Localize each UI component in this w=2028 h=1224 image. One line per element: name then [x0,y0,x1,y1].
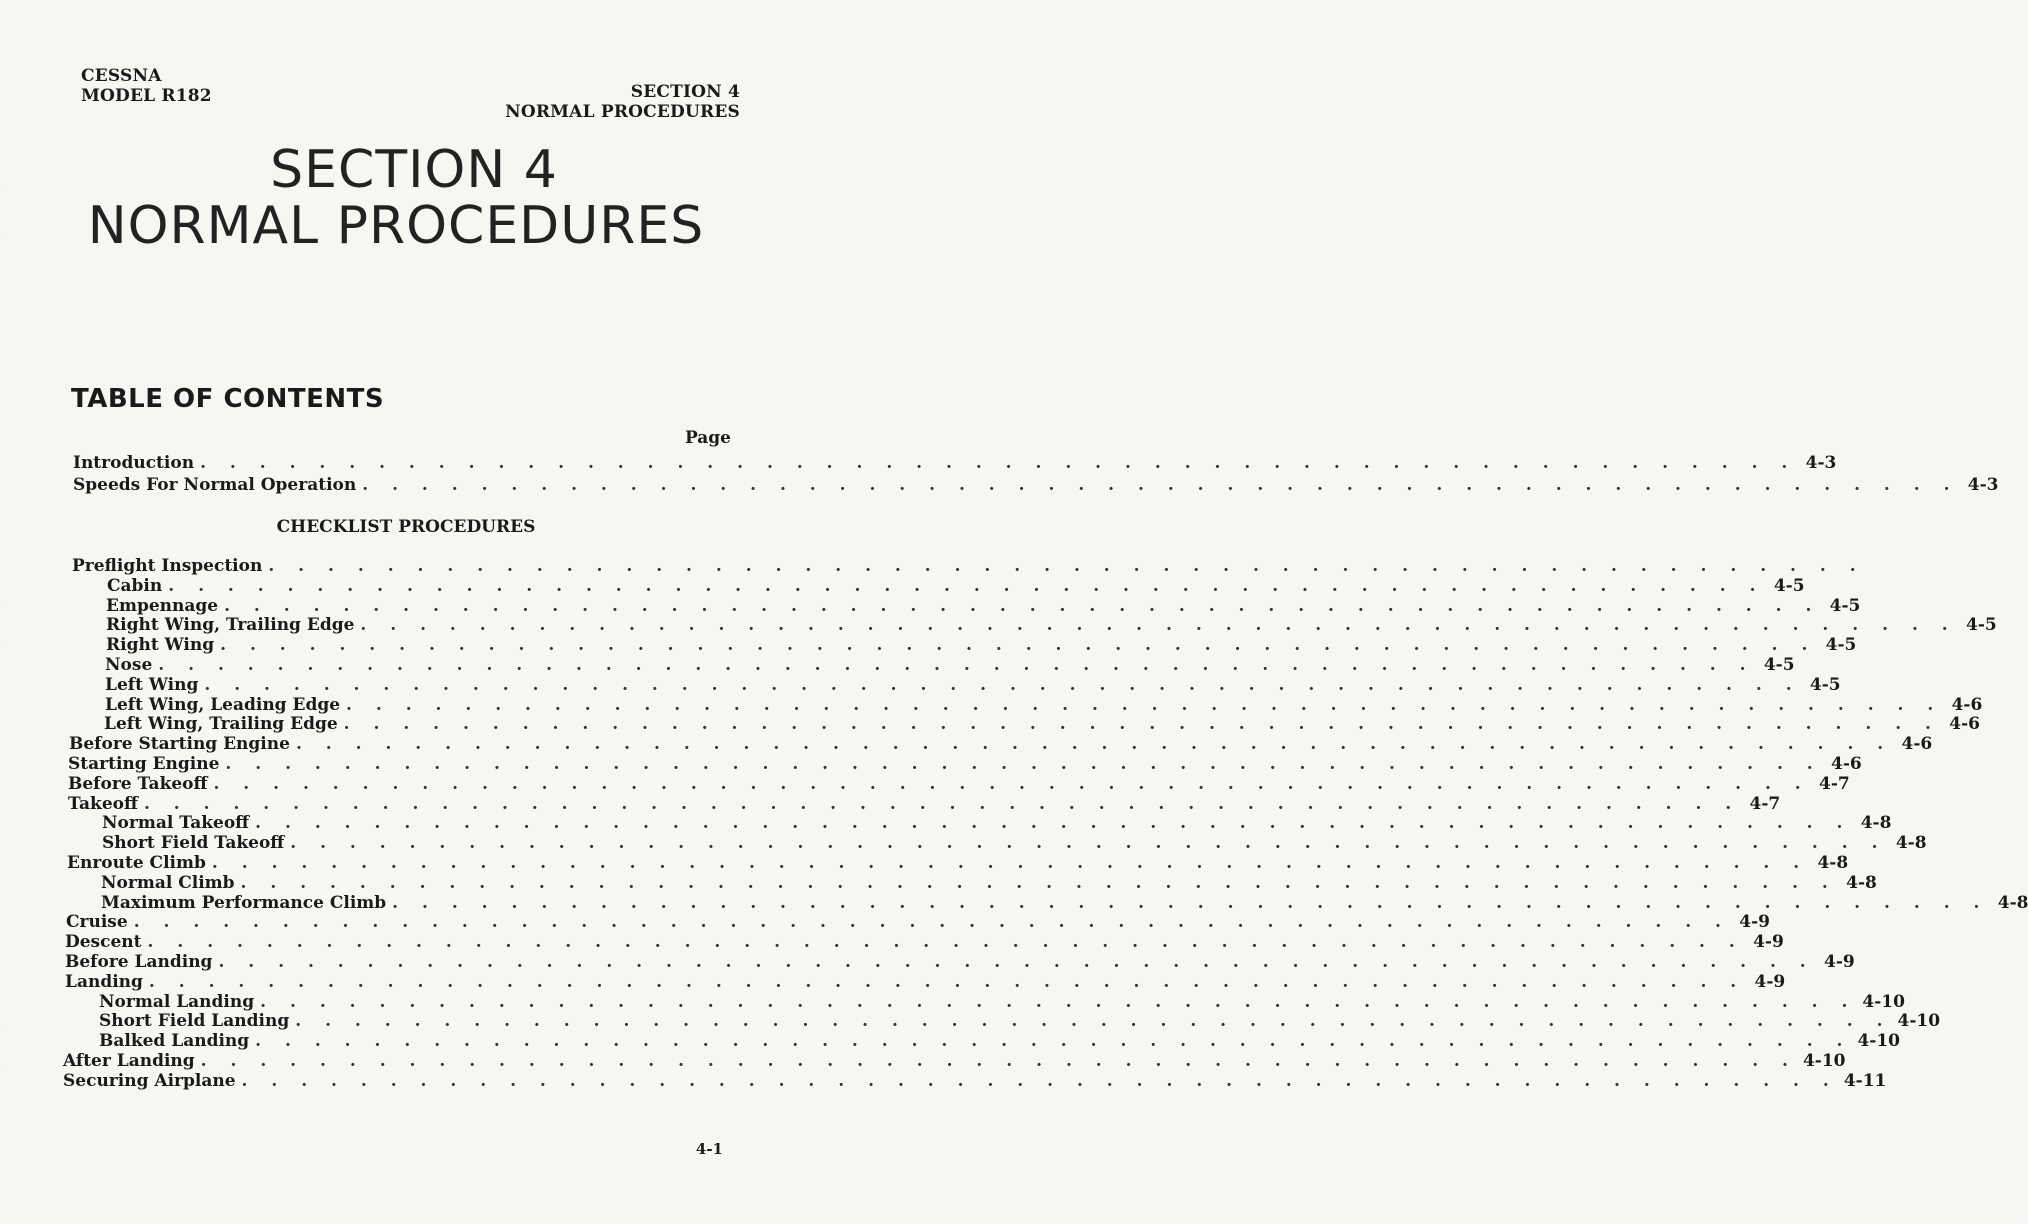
dot-leader: . . . . . . . . . . . . . . . . . . . . . . . . . . . . . . . . . . . . . . . . . . . . . . . . . . . . . . [168,576,1765,596]
toc-entry [105,655,1795,675]
dot-leader: . . . . . . . . . . . . . . . . . . . . . . . . . . . . . . . . . . . . . . . . . . . . . . . . . . . . . . [268,556,1865,576]
toc-entry-page: 4-9 [1753,932,1784,952]
toc-entry-page: 4-8 [1895,833,1927,853]
toc-entry-page: 4-8 [1817,853,1849,873]
toc-entry-page: 4-9 [1739,912,1770,932]
toc-entry-page: 4-10 [1862,992,1905,1012]
toc-entry [63,1071,1887,1091]
dot-leader: . . . . . . . . . . . . . . . . . . . . . . . . . . . . . . . . . . . . . . . . . . . . . . . . . . . . . . [241,1071,1838,1091]
dot-leader: . . . . . . . . . . . . . . . . . . . . . . . . . . . . . . . . . . . . . . . . . . . . . . . . . . . . . . [295,734,1893,754]
dot-leader: . . . . . . . . . . . . . . . . . . . . . . . . . . . . . . . . . . . . . . . . . . . . . . . . . . . . . . [220,635,1817,655]
toc-entry-label: Short Field Takeoff [102,833,285,853]
toc-entry-page: 4-5 [1825,635,1857,655]
toc-entry-label: Nose [105,655,153,675]
toc-entry-label: Enroute Climb [67,853,206,873]
toc-entry [73,453,1837,473]
dot-leader: . . . . . . . . . . . . . . . . . . . . . . . . . . . . . . . . . . . . . . . . . . . . . . . . . . . . . . [204,675,1801,695]
dot-leader: . . . . . . . . . . . . . . . . . . . . . . . . . . . . . . . . . . . . . . . . . . . . . . . . . . . . . . [224,596,1821,616]
toc-entry-label: Maximum Performance Climb [101,893,387,913]
toc-entry [65,932,1784,952]
dot-leader: . . . . . . . . . . . . . . . . . . . . . . . . . . . . . . . . . . . . . . . . . . . . . . . . . . . . . . [295,1011,1892,1031]
dot-leader: . . . . . . . . . . . . . . . . . . . . . . . . . . . . . . . . . . . . . . . . . . . . . . . . . . . . . . [213,774,1810,794]
dot-leader: . . . . . . . . . . . . . . . . . . . . . . . . . . . . . . . . . . . . . . . . . . . . . . . . . . . . . . [147,932,1744,952]
binder-hole-mark [0,600,16,644]
dot-leader: . . . . . . . . . . . . . . . . . . . . . . . . . . . . . . . . . . . . . . . . . . . . . . . . . . . . . . [211,853,1809,873]
dot-leader: . . . . . . . . . . . . . . . . . . . . . . . . . . . . . . . . . . . . . . . . . . . . . . . . . . . . . . [143,794,1741,814]
dot-leader: . . . . . . . . . . . . . . . . . . . . . . . . . . . . . . . . . . . . . . . . . . . . . . . . . . . . . . [133,912,1730,932]
toc-entry [65,972,1786,992]
dot-leader: . . . . . . . . . . . . . . . . . . . . . . . . . . . . . . . . . . . . . . . . . . . . . . . . . . . . . . [200,453,1797,473]
toc-entry-label: Before Starting Engine [69,734,290,754]
toc-entry-label: Securing Airplane [63,1071,236,1091]
dot-leader: . . . . . . . . . . . . . . . . . . . . . . . . . . . . . . . . . . . . . . . . . . . . . . . . . . . . . . [362,475,1959,495]
toc-entry [101,873,1877,893]
toc-entry [65,952,1855,972]
header-section-title: NORMAL PROCEDURES [505,102,740,122]
dot-leader: . . . . . . . . . . . . . . . . . . . . . . . . . . . . . . . . . . . . . . . . . . . . . . . . . . . . . . [158,655,1755,675]
toc-entry-label: Normal Takeoff [102,813,250,833]
toc-entry-label: Takeoff [68,794,138,814]
checklist-heading: CHECKLIST PROCEDURES [276,517,536,537]
header-model: MODEL R182 [81,86,212,106]
page-column-label: Page [684,428,731,448]
toc-entry-page: 4-5 [1829,596,1861,616]
toc-entry [68,794,1781,814]
toc-entry-page: 4-5 [1773,576,1805,596]
toc-entry-page: 4-9 [1754,972,1786,992]
toc-entry [101,893,2028,913]
toc-entry [99,1011,1941,1031]
toc-entry-page: 4-7 [1819,774,1850,794]
dot-leader: . . . . . . . . . . . . . . . . . . . . . . . . . . . . . . . . . . . . . . . . . . . . . . . . . . . . . . [360,615,1957,635]
toc-entry-label: Left Wing [105,675,199,695]
dot-leader: . . . . . . . . . . . . . . . . . . . . . . . . . . . . . . . . . . . . . . . . . . . . . . . . . . . . . . [200,1051,1797,1071]
toc-entry-label: Speeds For Normal Operation [73,475,357,495]
toc-entry-label: Preflight Inspection [72,556,263,576]
dot-leader: . . . . . . . . . . . . . . . . . . . . . . . . . . . . . . . . . . . . . . . . . . . . . . . . . . . . . . [290,833,1887,853]
toc-entry-page: 4-5 [1809,675,1841,695]
dot-leader: . . . . . . . . . . . . . . . . . . . . . . . . . . . . . . . . . . . . . . . . . . . . . . . . . . . . . . [392,893,1989,913]
toc-entry-label: Before Takeoff [68,774,208,794]
dot-leader: . . . . . . . . . . . . . . . . . . . . . . . . . . . . . . . . . . . . . . . . . . . . . . . . . . . . . . [148,972,1746,992]
toc-entry-label: Starting Engine [68,754,220,774]
toc-entry-page: 4-5 [1763,655,1795,675]
toc-entry-label: Introduction [73,453,195,473]
running-header-right [505,82,740,122]
toc-entry-page: 4-6 [1949,714,1980,734]
section-name-title: NORMAL PROCEDURES [87,196,705,256]
dot-leader: . . . . . . . . . . . . . . . . . . . . . . . . . . . . . . . . . . . . . . . . . . . . . . . . . . . . . . [218,952,1815,972]
binder-hole-mark [0,1025,16,1069]
running-header-left [81,66,212,106]
dot-leader: . . . . . . . . . . . . . . . . . . . . . . . . . . . . . . . . . . . . . . . . . . . . . . . . . . . . . . [343,714,1940,734]
toc-entry [106,596,1861,616]
toc-entry-page: 4-10 [1857,1031,1900,1051]
toc-entry [69,734,1933,754]
toc-entry-label: Left Wing, Trailing Edge [104,714,338,734]
section-number-title: SECTION 4 [270,140,558,200]
toc-entry [66,912,1770,932]
toc-entry [105,695,1983,715]
toc-entry [63,1051,1846,1071]
toc-entry [99,1031,1900,1051]
toc-entry-page: 4-8 [1997,893,2028,913]
toc-heading: TABLE OF CONTENTS [71,384,385,414]
toc-entry-page: 4-10 [1802,1051,1846,1071]
toc-entry-label: Before Landing [65,952,213,972]
toc-entry [105,675,1841,695]
toc-entry-label: Short Field Landing [99,1011,290,1031]
dot-leader: . . . . . . . . . . . . . . . . . . . . . . . . . . . . . . . . . . . . . . . . . . . . . . . . . . . . . . [240,873,1837,893]
toc-entry-page: 4-6 [1901,734,1933,754]
toc-entry [68,754,1862,774]
toc-entry [102,813,1892,833]
dot-leader: . . . . . . . . . . . . . . . . . . . . . . . . . . . . . . . . . . . . . . . . . . . . . . . . . . . . . . [255,813,1852,833]
toc-entry-label: Cabin [107,576,163,596]
toc-entry-page: 4-3 [1967,475,1999,495]
toc-entry [67,853,1849,873]
toc-entry [73,475,1999,495]
page-number: 4-1 [695,1140,723,1158]
dot-leader: . . . . . . . . . . . . . . . . . . . . . . . . . . . . . . . . . . . . . . . . . . . . . . . . . . . . . . [260,992,1857,1012]
header-company: CESSNA [81,66,162,86]
toc-entry-page: 4-8 [1846,873,1877,893]
toc-entry [68,774,1850,794]
toc-entry-label: Empennage [106,596,219,616]
toc-entry-label: Descent [65,932,142,952]
toc-entry-page: 4-9 [1824,952,1855,972]
toc-entry-label: Right Wing, Trailing Edge [106,615,355,635]
toc-entry-page: 4-5 [1965,615,1997,635]
toc-entry-label: Normal Landing [99,992,255,1012]
dot-leader: . . . . . . . . . . . . . . . . . . . . . . . . . . . . . . . . . . . . . . . . . . . . . . . . . . . . . . [255,1031,1852,1051]
toc-entry-label: After Landing [63,1051,195,1071]
toc-entry-page: 4-11 [1843,1071,1887,1091]
toc-entry [107,576,1805,596]
toc-entry-label: Right Wing [106,635,215,655]
dot-leader: . . . . . . . . . . . . . . . . . . . . . . . . . . . . . . . . . . . . . . . . . . . . . . . . . . . . . . [346,695,1943,715]
toc-entry-label: Cruise [66,912,128,932]
toc-entry-page: 4-3 [1805,453,1837,473]
toc-entry [99,992,1905,1012]
header-section: SECTION 4 [630,82,740,102]
toc-entry-page: 4-8 [1860,813,1892,833]
toc-entry [72,556,1865,576]
toc-entry [106,615,1997,635]
toc-entry [104,714,1980,734]
toc-entry-label: Normal Climb [101,873,235,893]
toc-entry [106,635,1857,655]
toc-entry-label: Left Wing, Leading Edge [105,695,341,715]
dot-leader: . . . . . . . . . . . . . . . . . . . . . . . . . . . . . . . . . . . . . . . . . . . . . . . . . . . . . . [225,754,1822,774]
toc-entry-page: 4-7 [1749,794,1781,814]
toc-entry-page: 4-6 [1830,754,1862,774]
toc-entry [102,833,1927,853]
toc-entry-page: 4-10 [1897,1011,1941,1031]
toc-entry-label: Balked Landing [99,1031,250,1051]
toc-entry-label: Landing [65,972,143,992]
toc-entry-page: 4-6 [1951,695,1983,715]
